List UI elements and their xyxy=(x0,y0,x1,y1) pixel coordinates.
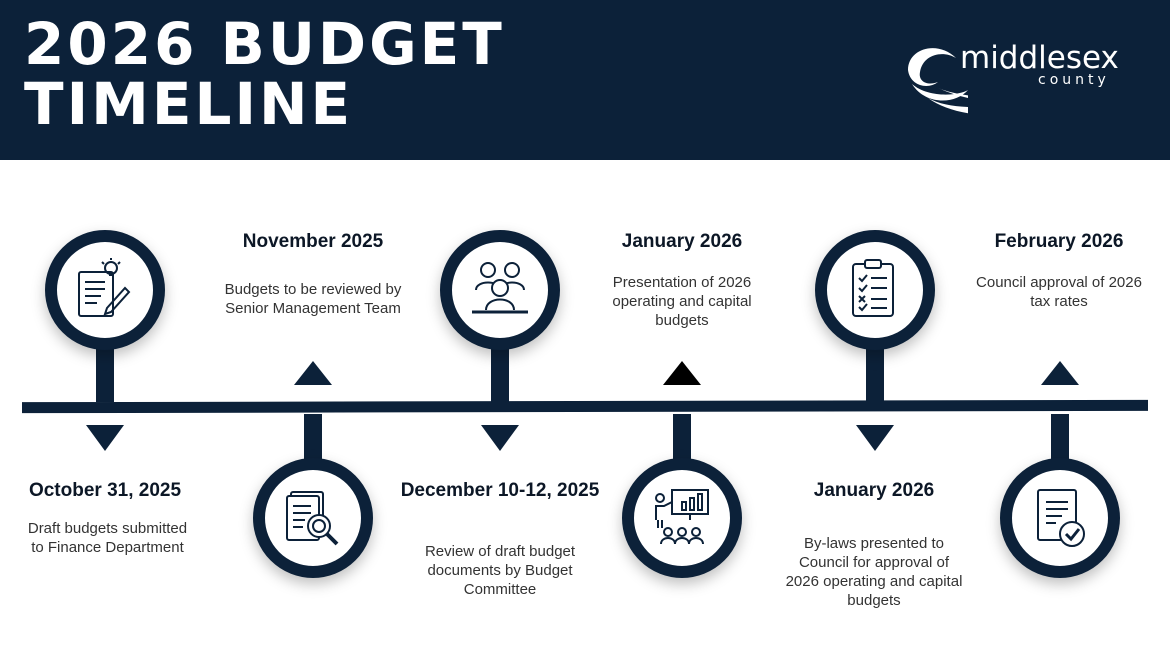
middlesex-county-logo xyxy=(898,40,1128,120)
marker-down xyxy=(86,425,124,451)
milestone-description: Council approval of 2026 tax rates xyxy=(976,274,1142,310)
pin-ring-6 xyxy=(1000,458,1120,578)
milestone-date: February 2026 xyxy=(994,231,1124,252)
pin-stem xyxy=(1051,414,1069,464)
milestone-date: December 10-12, 2025 xyxy=(400,480,600,501)
pin-stem xyxy=(304,414,322,464)
milestone-description: Presentation of 2026 operating and capital budgets xyxy=(612,274,752,329)
clipboard-checklist-icon xyxy=(841,256,909,324)
pin-ring-1 xyxy=(45,230,165,350)
pin-ring-2 xyxy=(253,458,373,578)
milestone-description: By-laws presented to Council for approval of 2026 operating and capital budgets xyxy=(785,535,963,609)
marker-up xyxy=(1041,361,1079,385)
pin-stem xyxy=(673,414,691,464)
presentation-icon xyxy=(648,484,716,552)
milestone-description: Review of draft budget documents by Budget Committee xyxy=(424,543,576,598)
milestone-date: November 2025 xyxy=(242,231,384,252)
wave-logo-icon xyxy=(898,40,968,120)
marker-down xyxy=(856,425,894,451)
pin-ring-3 xyxy=(440,230,560,350)
page-title xyxy=(24,10,505,138)
title-line-1: 2026 BUDGET xyxy=(24,10,505,78)
marker-down xyxy=(481,425,519,451)
milestone-description: Draft budgets submitted to Finance Department xyxy=(27,520,188,556)
logo-subtitle: county xyxy=(1038,72,1110,88)
timeline-axis xyxy=(22,400,1148,413)
milestone-date: October 31, 2025 xyxy=(28,480,182,501)
milestone-date: January 2026 xyxy=(621,231,743,252)
logo-name: middlesex xyxy=(960,40,1119,76)
idea-document-icon xyxy=(71,256,139,324)
pin-ring-4 xyxy=(622,458,742,578)
marker-up xyxy=(294,361,332,385)
header-banner xyxy=(0,0,1170,160)
milestone-description: Budgets to be reviewed by Senior Management Team xyxy=(224,281,402,317)
pin-ring-5 xyxy=(815,230,935,350)
milestone-date: January 2026 xyxy=(813,480,935,501)
document-approved-icon xyxy=(1026,484,1094,552)
marker-up xyxy=(663,361,701,385)
meeting-group-icon xyxy=(466,256,534,324)
title-line-2: TIMELINE xyxy=(24,70,354,138)
document-search-icon xyxy=(279,484,347,552)
